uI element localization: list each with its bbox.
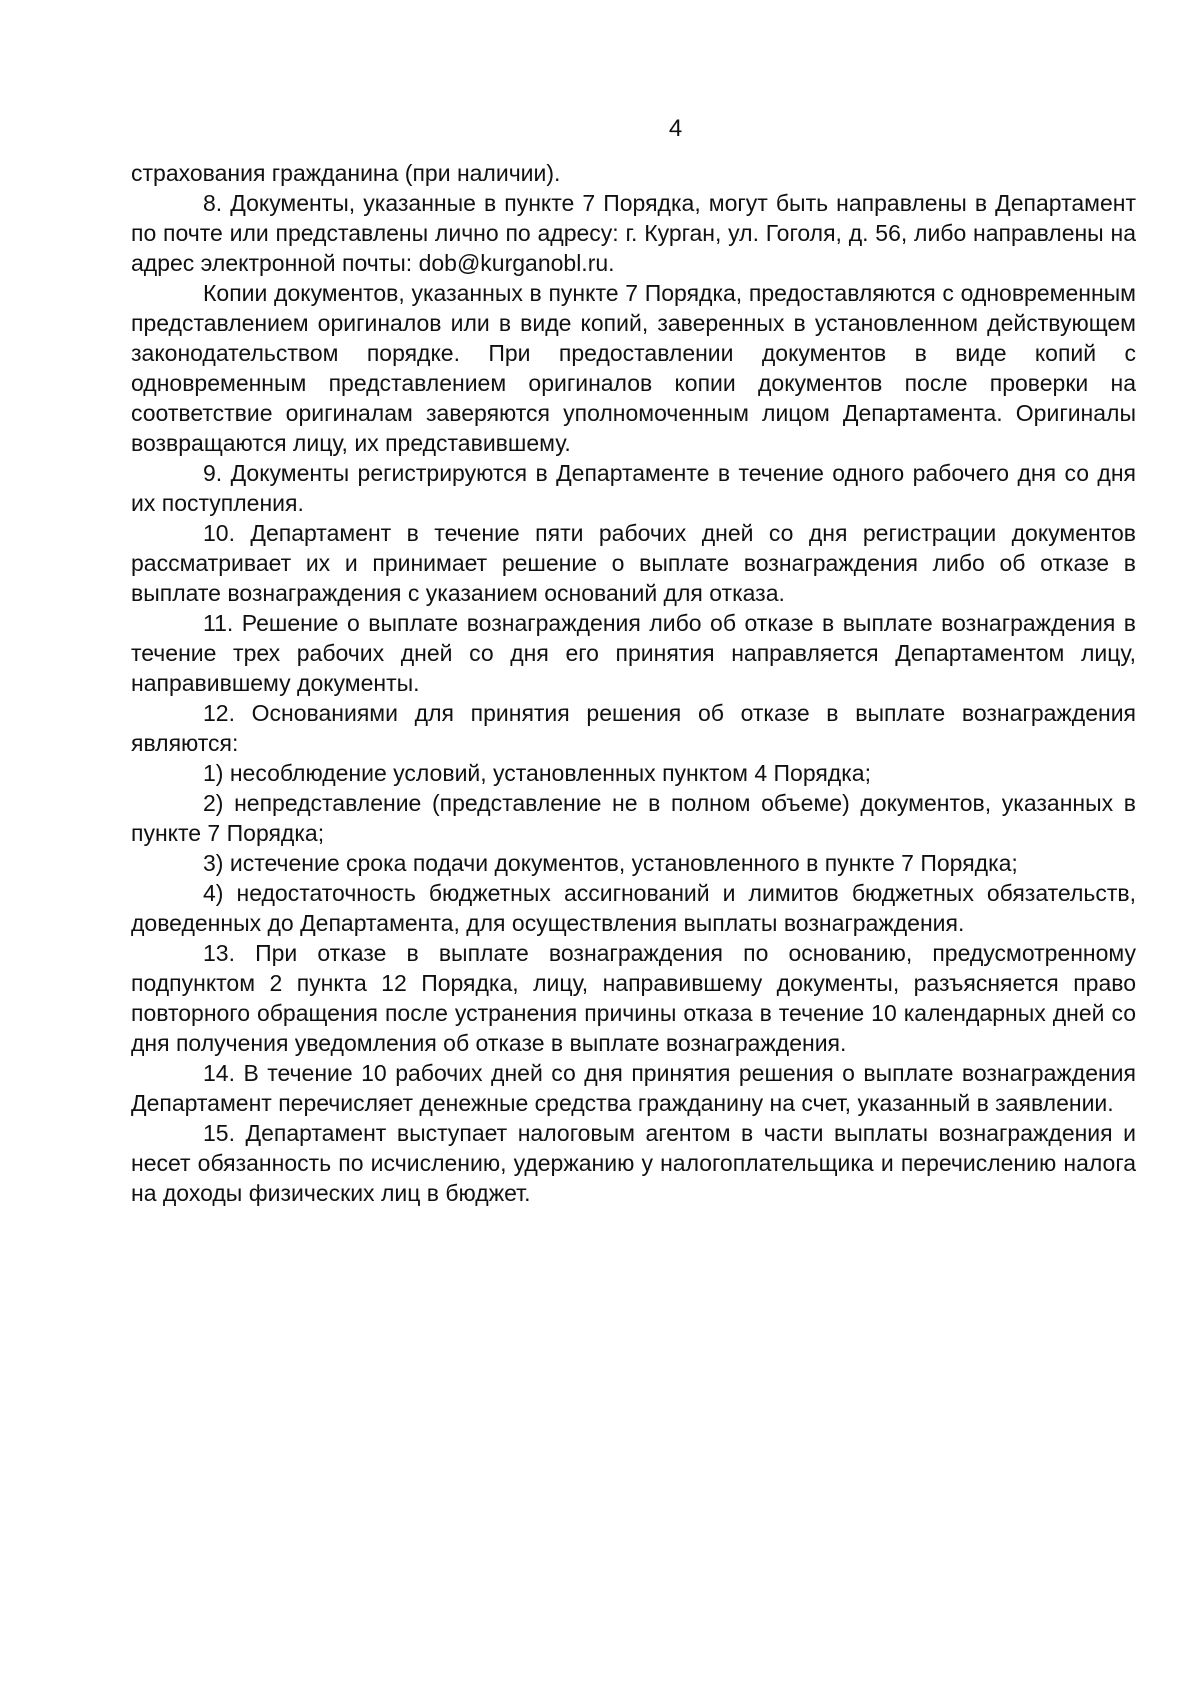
document-body	[131, 158, 1136, 1208]
paragraph-item-8: 8. Документы, указанные в пункте 7 Порядка, могут быть направлены в Департамент по почте или представлены лично по адресу: г. Курган, ул. Гоголя, д. 56, либо направлены на адрес электронной почты: dob@kurganobl.ru.	[131, 190, 1136, 276]
paragraph-item-11: 11. Решение о выплате вознаграждения либо об отказе в выплате вознаграждения в течение трех рабочих дней со дня его принятия направляется Департаментом лицу, направившему документы.	[131, 610, 1136, 696]
page-number: 4	[668, 115, 683, 142]
paragraph-item-13: 13. При отказе в выплате вознаграждения по основанию, предусмотренному подпунктом 2 пункта 12 Порядка, лицу, направившему документы, разъясняется право повторного обращения после устранения причины отказа в течение 10 календарных дней со дня получения уведомления об отказе в выплате вознаграждения.	[131, 940, 1136, 1056]
subitem-12-3: 3) истечение срока подачи документов, установленного в пункте 7 Порядка;	[203, 850, 1018, 876]
paragraph-item-9: 9. Документы регистрируются в Департаменте в течение одного рабочего дня со дня их поступления.	[131, 460, 1136, 516]
paragraph-item-10: 10. Департамент в течение пяти рабочих дней со дня регистрации документов рассматривает их и принимает решение о выплате вознаграждения либо об отказе в выплате вознаграждения с указанием оснований для отказа.	[131, 520, 1136, 606]
subitem-12-4: 4) недостаточность бюджетных ассигнований и лимитов бюджетных обязательств, доведенных до Департамента, для осуществления выплаты вознаграждения.	[131, 880, 1136, 936]
paragraph-item-15: 15. Департамент выступает налоговым агентом в части выплаты вознаграждения и несет обязанность по исчислению, удержанию у налогоплательщика и перечислению налога на доходы физических лиц в бюджет.	[131, 1120, 1136, 1206]
paragraph-item-14: 14. В течение 10 рабочих дней со дня принятия решения о выплате вознаграждения Департамент перечисляет денежные средства гражданину на счет, указанный в заявлении.	[131, 1060, 1136, 1116]
subitem-12-1: 1) несоблюдение условий, установленных пунктом 4 Порядка;	[203, 760, 871, 786]
paragraph-item-12: 12. Основаниями для принятия решения об отказе в выплате вознаграждения являются:	[131, 700, 1136, 756]
paragraph-continuation: страхования гражданина (при наличии).	[131, 160, 561, 186]
subitem-12-2: 2) непредставление (представление не в полном объеме) документов, указанных в пункте 7 Порядка;	[131, 790, 1136, 846]
paragraph-copies: Копии документов, указанных в пункте 7 Порядка, предоставляются с одновременным представлением оригиналов или в виде копий, заверенных в установленном действующем законодательством порядке. При предоставлении документов в виде копий с одновременным представлением оригиналов копии документов после проверки на соответствие оригиналам заверяются уполномоченным лицом Департамента. Оригиналы возвращаются лицу, их представившему.	[131, 280, 1136, 456]
